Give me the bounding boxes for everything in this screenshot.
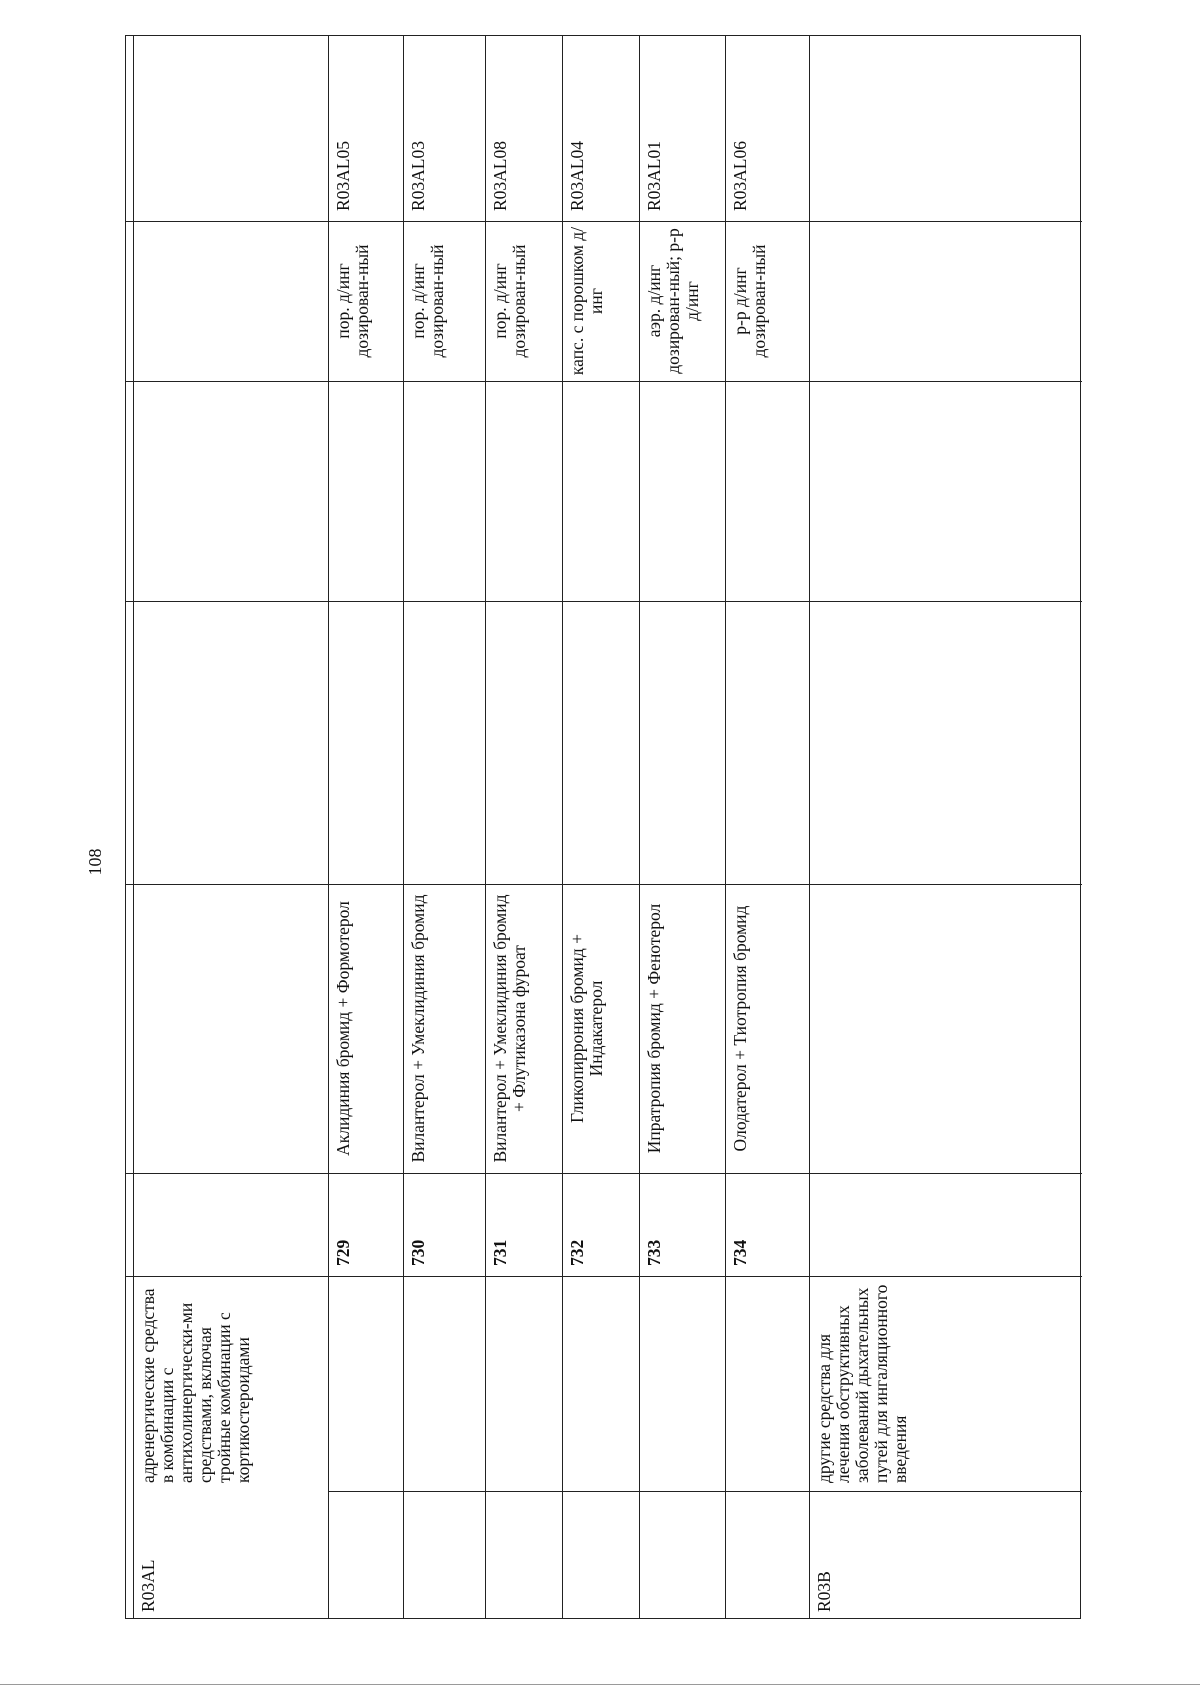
cell-code xyxy=(809,1491,1082,1620)
cell-name xyxy=(328,884,403,1173)
cell-atc xyxy=(725,36,809,221)
cell-number xyxy=(485,1173,562,1276)
cell-atc xyxy=(403,36,485,221)
name-text: Ипратропия бромид + Фенотерол xyxy=(644,903,664,1154)
cell-atc xyxy=(562,36,639,221)
name-text: Аклидиния бромид + Формотерол xyxy=(333,901,353,1156)
cell-form xyxy=(328,221,403,381)
cell-name xyxy=(485,884,562,1173)
atc-text: R03AL04 xyxy=(567,141,587,211)
cell-group xyxy=(809,1276,1082,1491)
cell-name xyxy=(562,884,639,1173)
cell-number xyxy=(562,1173,639,1276)
cell-name xyxy=(725,884,809,1173)
medicines-table xyxy=(125,35,1081,1619)
atc-text: R03AL03 xyxy=(408,141,428,211)
number-text: 730 xyxy=(408,1239,428,1266)
atc-text: R03AL08 xyxy=(490,141,510,211)
scan-edge-line xyxy=(0,1684,1200,1685)
cell-atc xyxy=(485,36,562,221)
cell-form xyxy=(639,221,725,381)
atc-text: R03AL01 xyxy=(644,141,664,211)
cell-atc xyxy=(639,36,725,221)
cell-name xyxy=(639,884,725,1173)
cell-form xyxy=(485,221,562,381)
number-text: 733 xyxy=(644,1239,664,1266)
cell-code xyxy=(133,1491,328,1620)
atc-text: R03AL06 xyxy=(730,141,750,211)
code-text: R03AL xyxy=(138,1559,158,1612)
cell-form xyxy=(562,221,639,381)
name-text: Гликопиррония бромид + Индакатерол xyxy=(567,933,606,1124)
name-text: Вилантерол + Умеклидиния бромид + Флутиказона фуроат xyxy=(490,894,529,1163)
cell-number xyxy=(725,1173,809,1276)
group-text: адренергические средства в комбинации с антихолинергически-ми средствами, включая тройные комбинации с кортикостероидами xyxy=(138,1288,253,1483)
cell-number xyxy=(639,1173,725,1276)
form-text: пор. д/инг дозирован-ный xyxy=(408,244,447,358)
group-text: другие средства для лечения обструктивных заболеваний дыхательных путей для ингаляционного введения xyxy=(814,1284,910,1483)
cell-form xyxy=(403,221,485,381)
name-text: Вилантерол + Умеклидиния бромид xyxy=(408,894,428,1163)
code-text: R03B xyxy=(814,1571,834,1612)
cell-number xyxy=(328,1173,403,1276)
cell-atc xyxy=(328,36,403,221)
cell-name xyxy=(403,884,485,1173)
atc-text: R03AL05 xyxy=(333,141,353,211)
cell-form xyxy=(725,221,809,381)
number-text: 734 xyxy=(730,1239,750,1266)
form-text: аэр. д/инг дозирован-ный; р-р д/инг xyxy=(644,228,702,374)
number-text: 732 xyxy=(567,1239,587,1266)
cell-number xyxy=(403,1173,485,1276)
page-number: 108 xyxy=(85,848,105,876)
name-text: Олодатерол + Тиотропия бромид xyxy=(730,905,750,1152)
form-text: р-р д/инг дозирован-ный xyxy=(730,244,769,358)
form-text: пор. д/инг дозирован-ный xyxy=(490,244,529,358)
number-text: 729 xyxy=(333,1239,353,1266)
form-text: капс. с порошком д/инг xyxy=(567,226,606,376)
cell-group xyxy=(133,1276,328,1491)
number-text: 731 xyxy=(490,1239,510,1266)
form-text: пор. д/инг дозирован-ный xyxy=(333,244,372,358)
